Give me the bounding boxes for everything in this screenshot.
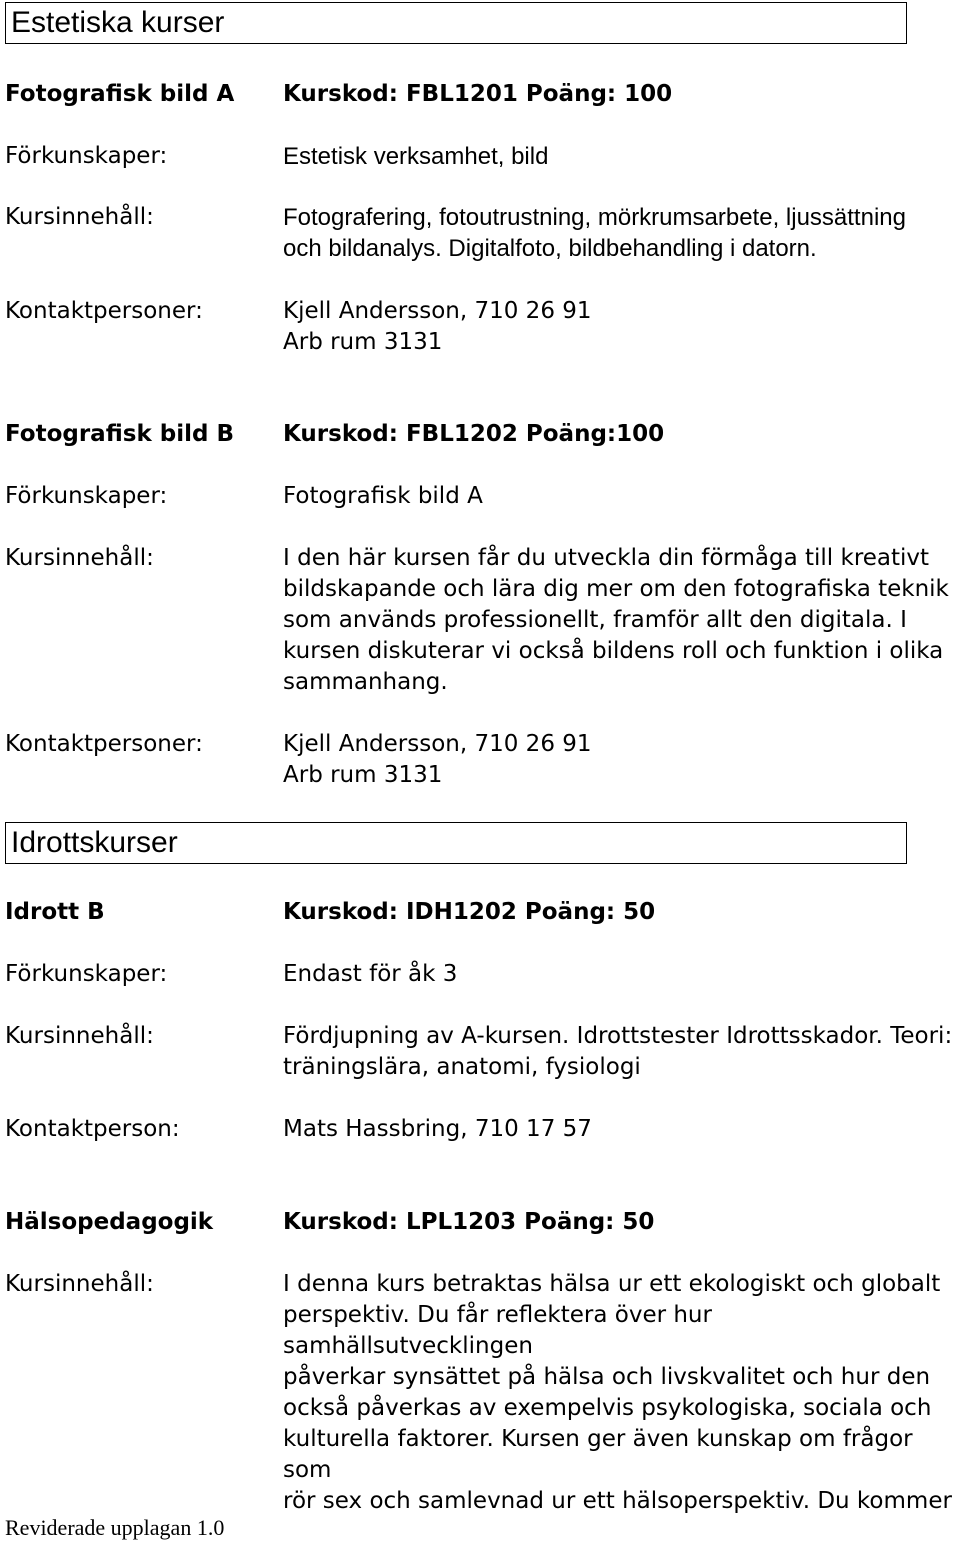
prereq-value: Estetisk verksamhet, bild [283, 143, 549, 170]
content-text [283, 1021, 960, 1083]
prereq-label: Förkunskaper: [5, 483, 168, 509]
content-text [283, 1269, 960, 1517]
course-name: Fotografisk bild B [5, 421, 234, 447]
content-line: påverkar synsättet på hälsa och livskvalitet och hur den [283, 1364, 931, 1390]
content-label: Kursinnehåll: [5, 545, 154, 571]
content-line: bildskapande och lära dig mer om den fotografiska teknik [283, 576, 949, 602]
content-line: kursen diskuterar vi också bildens roll och funktion i olika [283, 638, 944, 664]
contact-line: Mats Hassbring, 710 17 57 [283, 1116, 592, 1142]
contact-line: Arb rum 3131 [283, 762, 443, 788]
contact-line: Kjell Andersson, 710 26 91 [283, 731, 592, 757]
course-name: Idrott B [5, 899, 105, 925]
prereq-label: Förkunskaper: [5, 961, 168, 987]
course-name: Fotografisk bild A [5, 81, 235, 107]
content-line: som används professionellt, framför allt den digitala. I [283, 607, 907, 633]
content-label: Kursinnehåll: [5, 1271, 154, 1297]
content-text [283, 202, 960, 264]
content-line: perspektiv. Du får reflektera över hur samhällsutvecklingen [283, 1302, 712, 1359]
course-code: Kurskod: FBL1202 Poäng:100 [283, 421, 665, 447]
content-line: Fotografering, fotoutrustning, mörkrumsarbete, ljussättning [283, 204, 906, 231]
content-text [283, 543, 960, 698]
contact-text [283, 296, 960, 358]
content-line: I den här kursen får du utveckla din förmåga till kreativt [283, 545, 930, 571]
content-line: kulturella faktorer. Kursen ger även kunskap om frågor som [283, 1426, 913, 1483]
prereq-value: Endast för åk 3 [283, 961, 458, 987]
content-line: träningslära, anatomi, fysiologi [283, 1054, 641, 1080]
content-line: och bildanalys. Digitalfoto, bildbehandling i datorn. [283, 235, 817, 262]
content-label: Kursinnehåll: [5, 1023, 154, 1049]
content-line: Fördjupning av A-kursen. Idrottstester Idrottsskador. Teori: [283, 1023, 953, 1049]
course-code: Kurskod: IDH1202 Poäng: 50 [283, 899, 656, 925]
course-name: Hälsopedagogik [5, 1209, 214, 1235]
section-title-idrott: Idrottskurser [5, 822, 907, 864]
content-line: rör sex och samlevnad ur ett hälsoperspektiv. Du kommer [283, 1488, 952, 1514]
content-line: I denna kurs betraktas hälsa ur ett ekologiskt och globalt [283, 1271, 941, 1297]
contact-label: Kontaktpersoner: [5, 731, 203, 757]
content-label: Kursinnehåll: [5, 204, 154, 230]
contact-label: Kontaktpersoner: [5, 298, 203, 324]
contact-line: Arb rum 3131 [283, 329, 443, 355]
prereq-label: Förkunskaper: [5, 143, 168, 169]
contact-text [283, 1114, 960, 1145]
content-line: sammanhang. [283, 669, 448, 695]
contact-line: Kjell Andersson, 710 26 91 [283, 298, 592, 324]
footer-revision: Reviderade upplagan 1.0 [5, 1515, 225, 1540]
content-line: också påverkas av exempelvis psykologiska, sociala och [283, 1395, 932, 1421]
course-code: Kurskod: FBL1201 Poäng: 100 [283, 81, 673, 107]
prereq-value: Fotografisk bild A [283, 483, 483, 509]
section-title-estetiska: Estetiska kurser [5, 2, 907, 44]
contact-text [283, 729, 960, 791]
course-code: Kurskod: LPL1203 Poäng: 50 [283, 1209, 655, 1235]
contact-label: Kontaktperson: [5, 1116, 180, 1142]
